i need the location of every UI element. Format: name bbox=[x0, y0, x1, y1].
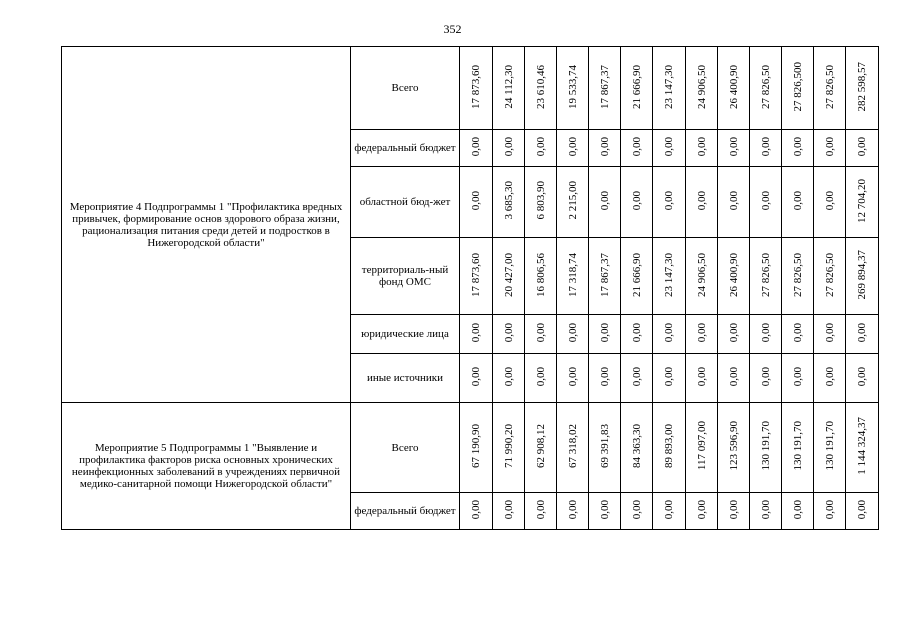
value-text: 0,00 bbox=[470, 366, 482, 387]
value-text: 27 826,50 bbox=[759, 252, 772, 297]
value-text: 23 147,30 bbox=[663, 252, 675, 297]
value-text: 0,00 bbox=[663, 322, 675, 343]
value-text: 0,00 bbox=[630, 499, 643, 520]
value-cell bbox=[782, 315, 814, 354]
value-text: 0,00 bbox=[470, 136, 482, 157]
value-text: 0,00 bbox=[791, 322, 804, 343]
value-cell bbox=[525, 354, 557, 403]
value-cell bbox=[750, 47, 782, 130]
value-text: 0,00 bbox=[534, 366, 547, 387]
value-cell bbox=[621, 238, 653, 315]
value-text: 130 191,70 bbox=[791, 421, 804, 471]
measure-title: Мероприятие 4 Подпрограммы 1 "Профилактика вредных привычек, формирование основ здорового образа жизни, рационализация питания среди детей и подростков в Нижегородской области" bbox=[62, 47, 351, 403]
value-text: 0,00 bbox=[759, 366, 772, 387]
value-text: 26 400,90 bbox=[727, 252, 740, 297]
value-text: 2 215,00 bbox=[566, 181, 579, 220]
value-cell bbox=[846, 238, 879, 315]
value-cell bbox=[493, 130, 525, 167]
value-text: 16 806,56 bbox=[534, 252, 547, 297]
value-cell bbox=[814, 130, 846, 167]
value-text: 0,00 bbox=[759, 499, 772, 520]
funding-source: Всего bbox=[351, 403, 460, 493]
value-cell bbox=[814, 354, 846, 403]
value-cell bbox=[557, 167, 589, 238]
value-text: 23 147,30 bbox=[663, 64, 675, 109]
value-text: 1 144 324,37 bbox=[856, 417, 868, 475]
value-text: 24 906,50 bbox=[695, 252, 708, 297]
value-text: 0,00 bbox=[823, 322, 836, 343]
value-text: 0,00 bbox=[470, 190, 482, 211]
value-cell bbox=[493, 315, 525, 354]
value-cell bbox=[782, 47, 814, 130]
value-text: 6 803,90 bbox=[534, 181, 547, 220]
value-text: 130 191,70 bbox=[823, 421, 836, 471]
value-text: 0,00 bbox=[727, 366, 740, 387]
value-cell bbox=[557, 354, 589, 403]
value-text: 21 666,90 bbox=[630, 252, 643, 297]
value-cell bbox=[782, 354, 814, 403]
value-text: 17 318,74 bbox=[566, 252, 579, 297]
funding-source: областной бюд-жет bbox=[351, 167, 460, 238]
value-cell bbox=[814, 403, 846, 493]
funding-source: территориаль-ный фонд ОМС bbox=[351, 238, 460, 315]
value-cell bbox=[686, 403, 718, 493]
value-text: 27 826,50 bbox=[791, 252, 804, 297]
value-text: 0,00 bbox=[502, 322, 515, 343]
measure-title: Мероприятие 5 Подпрограммы 1 "Выявление и профилактика факторов риска основных хронических неинфекционных заболеваний в учреждениях первичной медико-санитарной помощи Нижегородской области" bbox=[62, 403, 351, 530]
value-cell bbox=[718, 493, 750, 530]
value-text: 0,00 bbox=[566, 499, 579, 520]
value-cell bbox=[814, 238, 846, 315]
value-text: 12 704,20 bbox=[856, 178, 868, 223]
value-cell bbox=[557, 238, 589, 315]
value-text: 0,00 bbox=[727, 136, 740, 157]
value-cell bbox=[621, 354, 653, 403]
value-cell bbox=[686, 493, 718, 530]
value-cell bbox=[782, 493, 814, 530]
value-cell bbox=[814, 167, 846, 238]
table-row bbox=[62, 47, 879, 130]
value-text: 0,00 bbox=[663, 190, 675, 211]
value-cell bbox=[525, 315, 557, 354]
value-text: 0,00 bbox=[534, 136, 547, 157]
value-text: 0,00 bbox=[823, 499, 836, 520]
value-cell bbox=[557, 47, 589, 130]
table-row bbox=[62, 403, 879, 493]
value-cell bbox=[750, 493, 782, 530]
value-text: 0,00 bbox=[727, 322, 740, 343]
value-text: 27 826,50 bbox=[759, 64, 772, 109]
funding-source: федеральный бюджет bbox=[351, 130, 460, 167]
value-text: 3 685,30 bbox=[502, 181, 515, 220]
value-cell bbox=[460, 354, 493, 403]
value-cell bbox=[653, 130, 686, 167]
value-text: 19 533,74 bbox=[566, 64, 579, 109]
value-cell bbox=[589, 315, 621, 354]
value-cell bbox=[621, 493, 653, 530]
value-cell bbox=[589, 238, 621, 315]
value-text: 67 318,02 bbox=[566, 424, 579, 468]
value-text: 0,00 bbox=[727, 190, 740, 211]
value-text: 69 391,83 bbox=[598, 424, 611, 468]
value-cell bbox=[589, 403, 621, 493]
value-text: 0,00 bbox=[791, 366, 804, 387]
value-text: 17 867,37 bbox=[598, 64, 611, 109]
value-cell bbox=[621, 403, 653, 493]
value-text: 71 990,20 bbox=[502, 424, 515, 468]
value-cell bbox=[686, 354, 718, 403]
funding-source: юридические лица bbox=[351, 315, 460, 354]
value-text: 0,00 bbox=[502, 499, 515, 520]
value-cell bbox=[846, 130, 879, 167]
value-cell bbox=[621, 130, 653, 167]
value-text: 27 826,50 bbox=[823, 64, 836, 109]
value-cell bbox=[814, 315, 846, 354]
value-text: 0,00 bbox=[598, 190, 611, 211]
value-text: 27 826,50 bbox=[823, 252, 836, 297]
value-cell bbox=[782, 238, 814, 315]
value-cell bbox=[718, 238, 750, 315]
value-cell bbox=[846, 315, 879, 354]
value-cell bbox=[653, 167, 686, 238]
value-text: 24 112,30 bbox=[502, 64, 515, 109]
value-text: 0,00 bbox=[759, 190, 772, 211]
value-text: 0,00 bbox=[759, 136, 772, 157]
value-text: 0,00 bbox=[566, 136, 579, 157]
value-text: 0,00 bbox=[695, 190, 708, 211]
value-text: 0,00 bbox=[663, 499, 675, 520]
value-cell bbox=[525, 47, 557, 130]
value-text: 17 873,60 bbox=[470, 252, 482, 297]
value-cell bbox=[525, 403, 557, 493]
value-text: 0,00 bbox=[856, 136, 868, 157]
value-cell bbox=[460, 167, 493, 238]
value-text: 0,00 bbox=[663, 366, 675, 387]
value-cell bbox=[846, 493, 879, 530]
value-cell bbox=[557, 130, 589, 167]
value-text: 23 610,46 bbox=[534, 64, 547, 109]
page-number: 352 bbox=[443, 22, 462, 36]
value-text: 0,00 bbox=[695, 366, 708, 387]
value-text: 26 400,90 bbox=[727, 64, 740, 109]
value-cell bbox=[782, 167, 814, 238]
value-text: 0,00 bbox=[856, 499, 868, 520]
value-cell bbox=[557, 315, 589, 354]
funding-source: Всего bbox=[351, 47, 460, 130]
value-cell bbox=[750, 167, 782, 238]
value-text: 0,00 bbox=[630, 190, 643, 211]
value-cell bbox=[557, 493, 589, 530]
value-cell bbox=[750, 238, 782, 315]
value-text: 24 906,50 bbox=[695, 64, 708, 109]
value-cell bbox=[653, 354, 686, 403]
value-cell bbox=[846, 403, 879, 493]
value-cell bbox=[493, 167, 525, 238]
value-cell bbox=[718, 47, 750, 130]
value-text: 0,00 bbox=[630, 322, 643, 343]
value-text: 123 596,90 bbox=[727, 421, 740, 471]
value-cell bbox=[686, 167, 718, 238]
value-text: 0,00 bbox=[598, 499, 611, 520]
value-text: 89 893,00 bbox=[663, 424, 675, 468]
value-cell bbox=[525, 493, 557, 530]
value-cell bbox=[653, 315, 686, 354]
value-cell bbox=[718, 403, 750, 493]
value-text: 0,00 bbox=[534, 499, 547, 520]
value-text: 17 867,37 bbox=[598, 252, 611, 297]
value-text: 20 427,00 bbox=[502, 252, 515, 297]
value-cell bbox=[750, 130, 782, 167]
value-text: 282 598,57 bbox=[856, 61, 868, 112]
value-cell bbox=[557, 403, 589, 493]
value-cell bbox=[750, 403, 782, 493]
value-cell bbox=[718, 315, 750, 354]
value-text: 0,00 bbox=[727, 499, 740, 520]
value-text: 0,00 bbox=[502, 366, 515, 387]
value-cell bbox=[846, 47, 879, 130]
value-cell bbox=[686, 130, 718, 167]
value-cell bbox=[718, 130, 750, 167]
value-text: 67 190,90 bbox=[470, 424, 482, 468]
value-cell bbox=[493, 238, 525, 315]
value-cell bbox=[686, 47, 718, 130]
value-cell bbox=[525, 167, 557, 238]
value-cell bbox=[525, 238, 557, 315]
value-text: 27 826,500 bbox=[791, 61, 804, 112]
value-cell bbox=[525, 130, 557, 167]
value-text: 269 894,37 bbox=[856, 249, 868, 300]
value-cell bbox=[846, 167, 879, 238]
value-cell bbox=[846, 354, 879, 403]
value-text: 0,00 bbox=[566, 366, 579, 387]
value-cell bbox=[718, 354, 750, 403]
value-text: 0,00 bbox=[630, 366, 643, 387]
value-text: 0,00 bbox=[663, 136, 675, 157]
value-cell bbox=[589, 167, 621, 238]
value-cell bbox=[653, 47, 686, 130]
value-text: 0,00 bbox=[823, 190, 836, 211]
value-cell bbox=[493, 354, 525, 403]
funding-source: федеральный бюджет bbox=[351, 493, 460, 530]
value-text: 17 873,60 bbox=[470, 64, 482, 109]
value-cell bbox=[621, 47, 653, 130]
value-cell bbox=[653, 493, 686, 530]
value-text: 0,00 bbox=[823, 136, 836, 157]
value-cell bbox=[782, 130, 814, 167]
budget-table bbox=[61, 46, 879, 530]
value-text: 0,00 bbox=[759, 322, 772, 343]
value-cell bbox=[589, 354, 621, 403]
value-cell bbox=[621, 315, 653, 354]
value-cell bbox=[460, 238, 493, 315]
value-cell bbox=[782, 403, 814, 493]
value-cell bbox=[460, 47, 493, 130]
value-cell bbox=[718, 167, 750, 238]
value-cell bbox=[460, 315, 493, 354]
value-text: 117 097,00 bbox=[695, 421, 708, 471]
value-text: 0,00 bbox=[856, 366, 868, 387]
value-text: 0,00 bbox=[470, 499, 482, 520]
value-cell bbox=[589, 130, 621, 167]
value-cell bbox=[750, 354, 782, 403]
value-text: 0,00 bbox=[470, 322, 482, 343]
value-text: 130 191,70 bbox=[759, 421, 772, 471]
value-text: 0,00 bbox=[598, 322, 611, 343]
value-text: 0,00 bbox=[598, 136, 611, 157]
value-text: 62 908,12 bbox=[534, 424, 547, 468]
value-cell bbox=[814, 493, 846, 530]
value-cell bbox=[460, 493, 493, 530]
value-text: 0,00 bbox=[791, 136, 804, 157]
value-cell bbox=[589, 493, 621, 530]
value-cell bbox=[493, 47, 525, 130]
value-cell bbox=[653, 403, 686, 493]
value-text: 84 363,30 bbox=[630, 424, 643, 468]
value-text: 0,00 bbox=[566, 322, 579, 343]
value-text: 0,00 bbox=[534, 322, 547, 343]
value-cell bbox=[460, 403, 493, 493]
value-text: 21 666,90 bbox=[630, 64, 643, 109]
value-cell bbox=[814, 47, 846, 130]
value-text: 0,00 bbox=[856, 322, 868, 343]
value-text: 0,00 bbox=[630, 136, 643, 157]
value-cell bbox=[653, 238, 686, 315]
value-cell bbox=[493, 403, 525, 493]
value-text: 0,00 bbox=[823, 366, 836, 387]
value-text: 0,00 bbox=[502, 136, 515, 157]
value-cell bbox=[589, 47, 621, 130]
value-text: 0,00 bbox=[695, 322, 708, 343]
value-cell bbox=[686, 315, 718, 354]
value-text: 0,00 bbox=[598, 366, 611, 387]
value-text: 0,00 bbox=[695, 499, 708, 520]
value-text: 0,00 bbox=[791, 190, 804, 211]
value-cell bbox=[686, 238, 718, 315]
value-text: 0,00 bbox=[695, 136, 708, 157]
value-cell bbox=[493, 493, 525, 530]
value-cell bbox=[460, 130, 493, 167]
value-cell bbox=[750, 315, 782, 354]
value-cell bbox=[621, 167, 653, 238]
value-text: 0,00 bbox=[791, 499, 804, 520]
funding-source: иные источники bbox=[351, 354, 460, 403]
